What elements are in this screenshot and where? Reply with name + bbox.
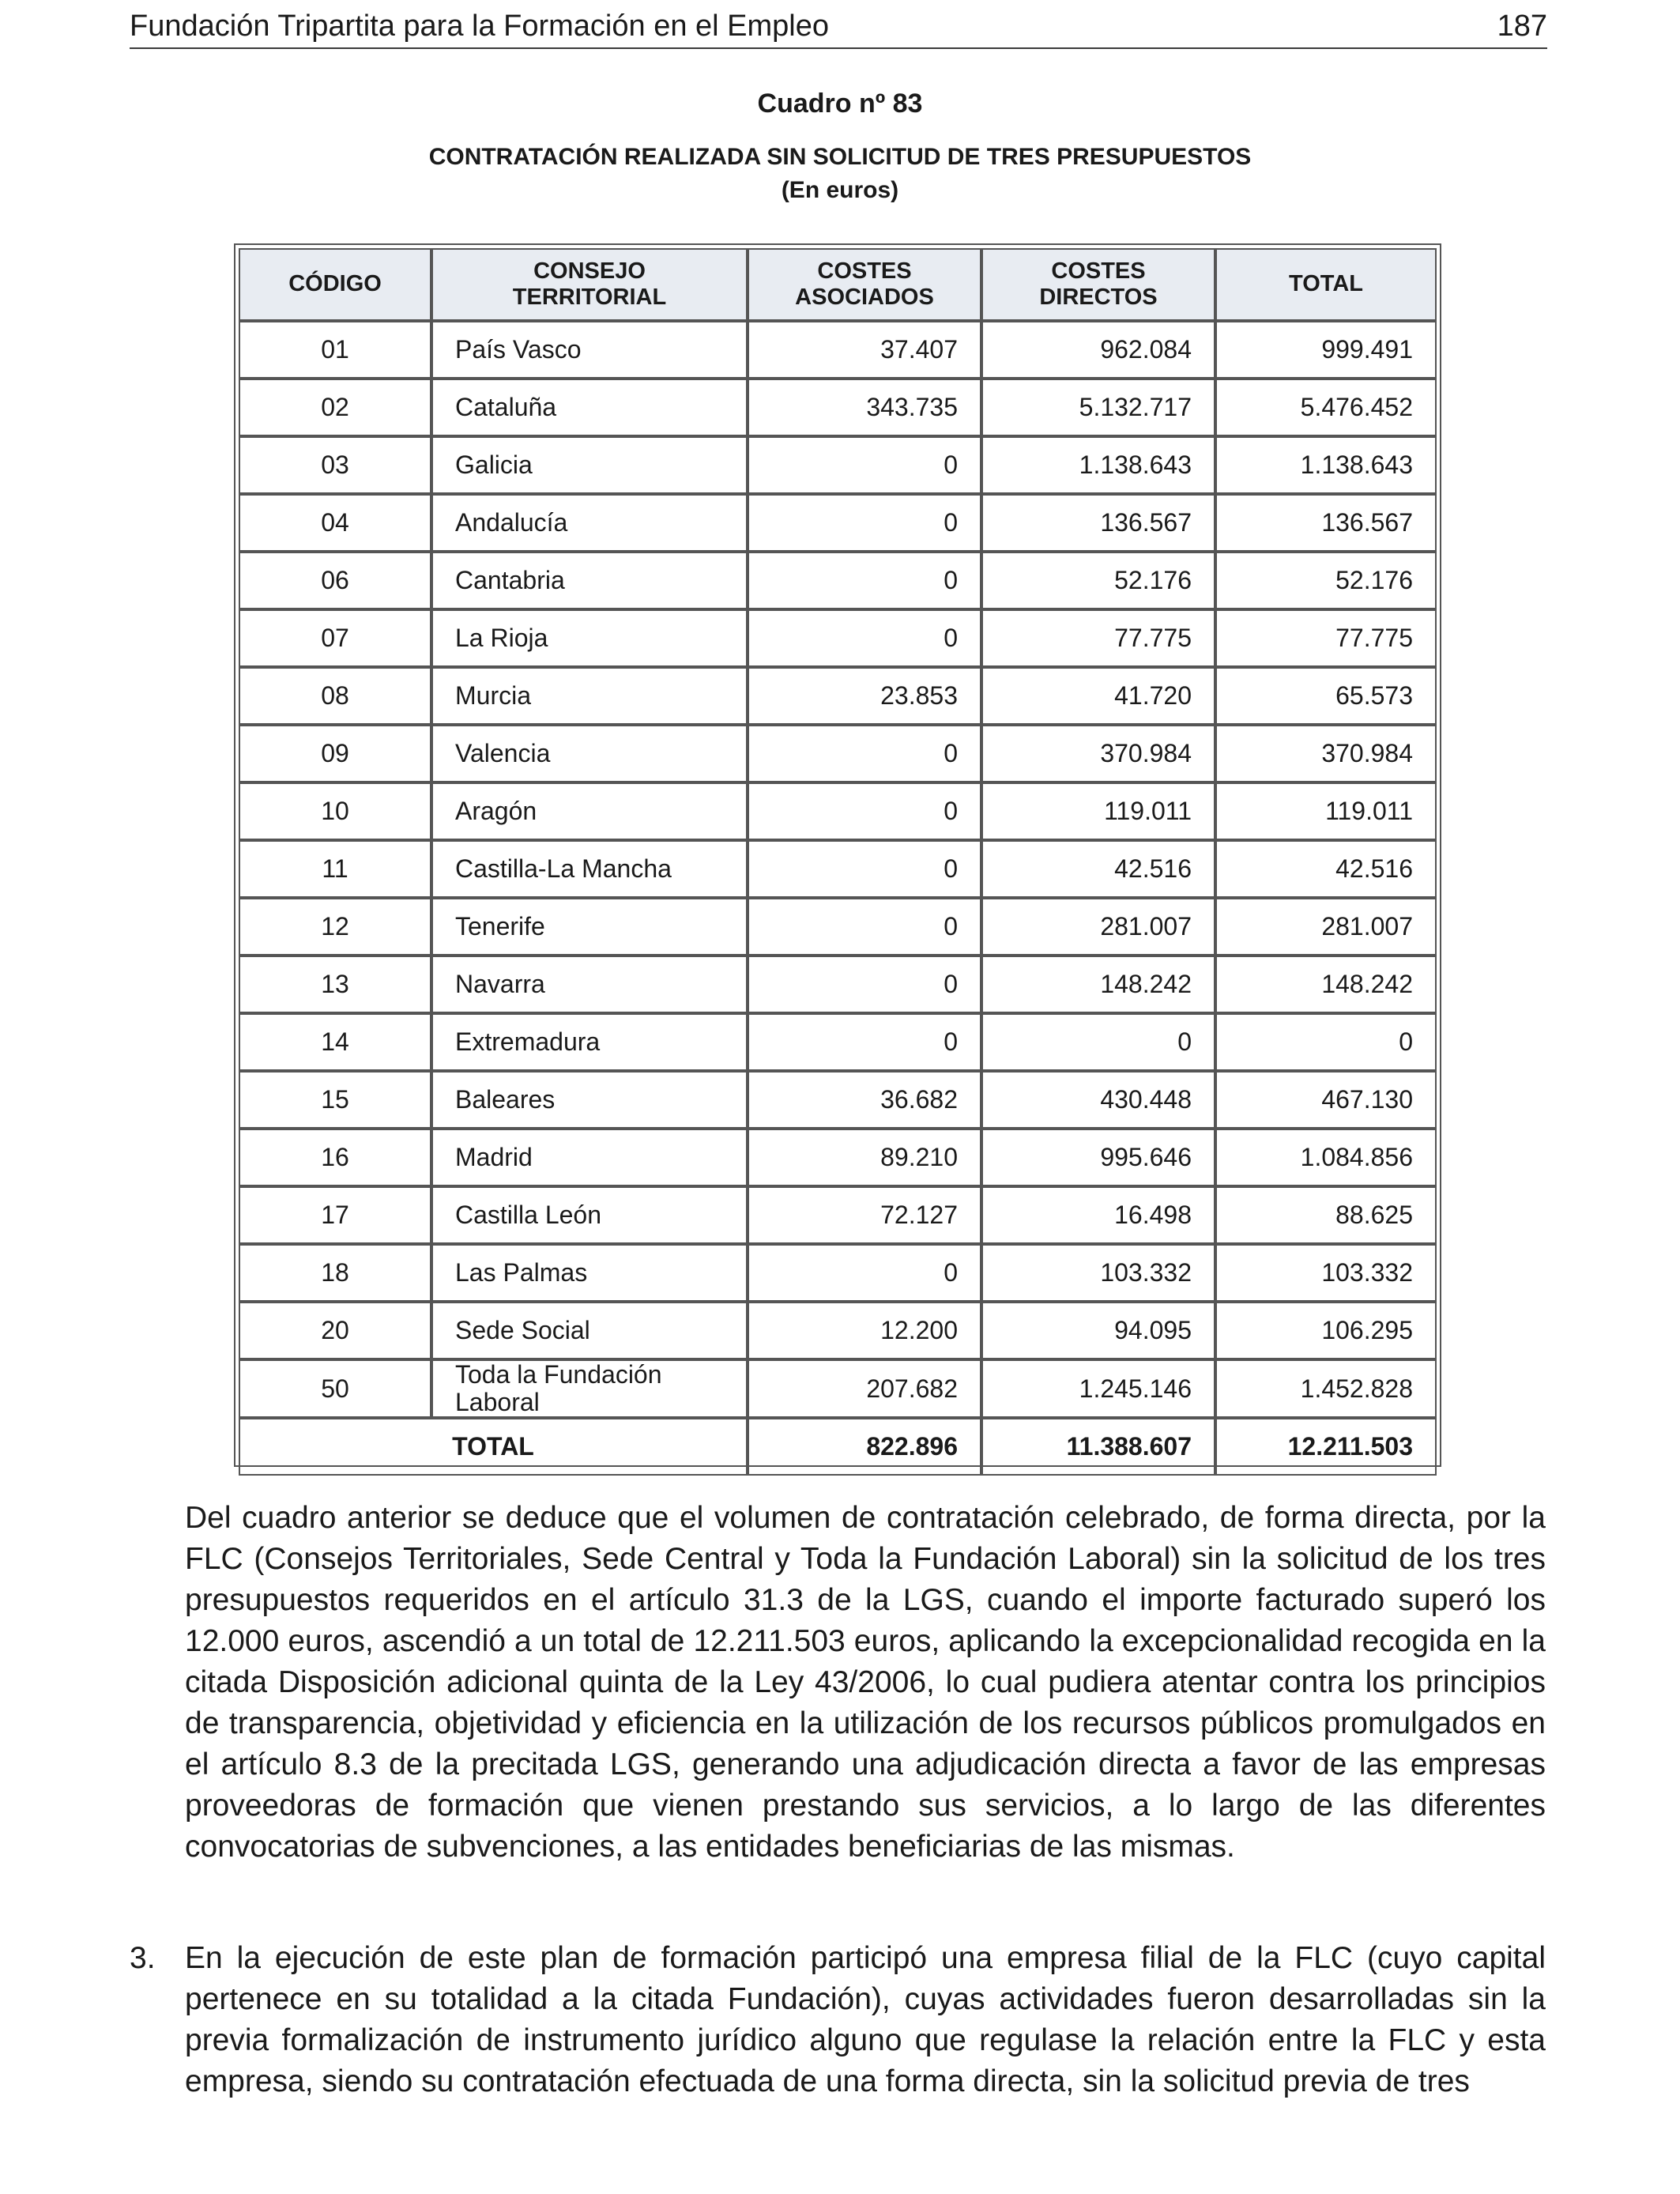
cell-council-name: Valencia: [431, 725, 748, 782]
total-assoc-costs: 822.896: [748, 1418, 981, 1476]
cell-direct-costs: 52.176: [981, 552, 1215, 609]
cell-total: 1.084.856: [1215, 1129, 1437, 1186]
cell-code: 08: [239, 667, 431, 725]
cell-code: 12: [239, 898, 431, 956]
cell-assoc-costs: 0: [748, 725, 981, 782]
table-caption-title: Cuadro nº 83: [757, 89, 923, 119]
cell-council-name: Baleares: [431, 1071, 748, 1129]
col-header-total: TOTAL: [1215, 248, 1437, 321]
cell-code: 10: [239, 782, 431, 840]
cell-code: 07: [239, 609, 431, 667]
cell-code: 06: [239, 552, 431, 609]
table-row: [239, 1359, 1437, 1418]
cell-total: 77.775: [1215, 609, 1437, 667]
cell-assoc-costs: 37.407: [748, 321, 981, 379]
table-header-row: [239, 248, 1437, 321]
table-row: [239, 1244, 1437, 1302]
cell-direct-costs: 148.242: [981, 956, 1215, 1013]
cell-council-name: Murcia: [431, 667, 748, 725]
cell-code: 04: [239, 494, 431, 552]
table-row: [239, 898, 1437, 956]
table-row: [239, 379, 1437, 436]
body-paragraph-2: En la ejecución de este plan de formación participó una empresa filial de la FLC (cuyo capital pertenece en su totalidad a la citada Fundación), cuyas actividades fueron desarrolladas sin la previa formalización de instrumento jurídico alguno que regulase la relación entre la FLC y esta empresa, siendo su contratación efectuada de una forma directa, sin la solicitud previa de tres: [185, 1941, 1546, 2098]
cell-direct-costs: 42.516: [981, 840, 1215, 898]
cell-code: 50: [239, 1359, 431, 1418]
cell-direct-costs: 103.332: [981, 1244, 1215, 1302]
cell-council-name: Madrid: [431, 1129, 748, 1186]
cell-assoc-costs: 23.853: [748, 667, 981, 725]
cell-code: 13: [239, 956, 431, 1013]
table-row: [239, 782, 1437, 840]
table-row: [239, 1071, 1437, 1129]
col-header-code: CÓDIGO: [239, 248, 431, 321]
cell-total: 106.295: [1215, 1302, 1437, 1359]
cell-code: 11: [239, 840, 431, 898]
page-number: 187: [1497, 9, 1547, 43]
table-row: [239, 321, 1437, 379]
cell-total: 467.130: [1215, 1071, 1437, 1129]
cell-assoc-costs: 0: [748, 898, 981, 956]
table-row: [239, 494, 1437, 552]
cell-total: 0: [1215, 1013, 1437, 1071]
cell-code: 03: [239, 436, 431, 494]
cell-code: 14: [239, 1013, 431, 1071]
cell-code: 17: [239, 1186, 431, 1244]
cell-direct-costs: 16.498: [981, 1186, 1215, 1244]
cell-assoc-costs: 0: [748, 436, 981, 494]
cell-total: 148.242: [1215, 956, 1437, 1013]
table-row: [239, 552, 1437, 609]
cell-direct-costs: 370.984: [981, 725, 1215, 782]
cell-assoc-costs: 0: [748, 494, 981, 552]
cell-council-name: Cataluña: [431, 379, 748, 436]
cell-direct-costs: 1.245.146: [981, 1359, 1215, 1418]
cell-direct-costs: 995.646: [981, 1129, 1215, 1186]
cell-assoc-costs: 0: [748, 1244, 981, 1302]
cell-total: 65.573: [1215, 667, 1437, 725]
table-row: [239, 1186, 1437, 1244]
cell-council-name: Sede Social: [431, 1302, 748, 1359]
cell-total: 136.567: [1215, 494, 1437, 552]
cell-council-name: Toda la Fundación Laboral: [431, 1359, 748, 1418]
cell-code: 09: [239, 725, 431, 782]
cell-direct-costs: 430.448: [981, 1071, 1215, 1129]
table-row: [239, 1129, 1437, 1186]
cell-code: 02: [239, 379, 431, 436]
cell-total: 5.476.452: [1215, 379, 1437, 436]
cell-direct-costs: 0: [981, 1013, 1215, 1071]
data-table: [239, 248, 1437, 1476]
cell-total: 281.007: [1215, 898, 1437, 956]
cell-total: 1.138.643: [1215, 436, 1437, 494]
cell-council-name: Aragón: [431, 782, 748, 840]
cell-assoc-costs: 72.127: [748, 1186, 981, 1244]
cell-total: 88.625: [1215, 1186, 1437, 1244]
cell-council-name: La Rioja: [431, 609, 748, 667]
cell-direct-costs: 119.011: [981, 782, 1215, 840]
cell-total: 42.516: [1215, 840, 1437, 898]
table-row: [239, 725, 1437, 782]
table-row: [239, 436, 1437, 494]
cell-council-name: Cantabria: [431, 552, 748, 609]
cell-total: 1.452.828: [1215, 1359, 1437, 1418]
cell-assoc-costs: 0: [748, 552, 981, 609]
col-header-direct-costs: COSTES DIRECTOS: [981, 248, 1215, 321]
table-caption-subtitle: CONTRATACIÓN REALIZADA SIN SOLICITUD DE TRES PRESUPUESTOS: [428, 144, 1252, 170]
cell-council-name: Tenerife: [431, 898, 748, 956]
cell-code: 16: [239, 1129, 431, 1186]
cell-assoc-costs: 0: [748, 609, 981, 667]
total-direct-costs: 11.388.607: [981, 1418, 1215, 1476]
cell-council-name: Castilla León: [431, 1186, 748, 1244]
cell-council-name: Extremadura: [431, 1013, 748, 1071]
cell-direct-costs: 5.132.717: [981, 379, 1215, 436]
cell-assoc-costs: 0: [748, 840, 981, 898]
col-header-assoc-costs: COSTES ASOCIADOS: [748, 248, 981, 321]
cell-direct-costs: 962.084: [981, 321, 1215, 379]
table-row: [239, 840, 1437, 898]
table-total-row: [239, 1418, 1437, 1476]
cell-direct-costs: 136.567: [981, 494, 1215, 552]
cell-total: 370.984: [1215, 725, 1437, 782]
table-row: [239, 1013, 1437, 1071]
table-row: [239, 1302, 1437, 1359]
cell-assoc-costs: 89.210: [748, 1129, 981, 1186]
body-paragraph-1: Del cuadro anterior se deduce que el volumen de contratación celebrado, de forma directa, por la FLC (Consejos Territoriales, Sede Central y Toda la Fundación Laboral) sin la solicitud de los tres presupuestos requeridos en el artículo 31.3 de la LGS, cuando el importe facturado superó los 12.000 euros, ascendió a un total de 12.211.503 euros, aplicando la excepcionalidad recogida en la citada Disposición adicional quinta de la Ley 43/2006, lo cual pudiera atentar contra los principios de transparencia, objetividad y eficiencia en la utilización de los recursos públicos promulgados en el artículo 8.3 de la precitada LGS, generando una adjudicación directa a favor de las empresas proveedoras de formación que vienen prestando sus servicios, a lo largo de las diferentes convocatorias de subvenciones, a las entidades beneficiarias de las mismas.: [185, 1501, 1546, 1864]
table-row: [239, 609, 1437, 667]
table-caption-unit: (En euros): [781, 177, 899, 203]
cell-assoc-costs: 207.682: [748, 1359, 981, 1418]
cell-direct-costs: 281.007: [981, 898, 1215, 956]
cell-total: 52.176: [1215, 552, 1437, 609]
cell-council-name: Andalucía: [431, 494, 748, 552]
cell-assoc-costs: 36.682: [748, 1071, 981, 1129]
data-table-frame: [234, 243, 1441, 1467]
cell-council-name: Navarra: [431, 956, 748, 1013]
cell-total: 119.011: [1215, 782, 1437, 840]
total-label: TOTAL: [239, 1418, 748, 1476]
cell-assoc-costs: 12.200: [748, 1302, 981, 1359]
cell-direct-costs: 94.095: [981, 1302, 1215, 1359]
cell-direct-costs: 41.720: [981, 667, 1215, 725]
cell-direct-costs: 1.138.643: [981, 436, 1215, 494]
table-row: [239, 956, 1437, 1013]
col-header-council: CONSEJO TERRITORIAL: [431, 248, 748, 321]
cell-code: 20: [239, 1302, 431, 1359]
list-item-number: 3.: [130, 1941, 156, 1975]
cell-assoc-costs: 0: [748, 956, 981, 1013]
cell-code: 18: [239, 1244, 431, 1302]
cell-code: 15: [239, 1071, 431, 1129]
cell-council-name: Las Palmas: [431, 1244, 748, 1302]
cell-direct-costs: 77.775: [981, 609, 1215, 667]
cell-total: 103.332: [1215, 1244, 1437, 1302]
total-grand: 12.211.503: [1215, 1418, 1437, 1476]
page-header: [130, 8, 1547, 49]
header-title: Fundación Tripartita para la Formación en el Empleo: [130, 9, 830, 43]
cell-assoc-costs: 0: [748, 1013, 981, 1071]
table-row: [239, 667, 1437, 725]
cell-council-name: Castilla-La Mancha: [431, 840, 748, 898]
cell-council-name: Galicia: [431, 436, 748, 494]
cell-assoc-costs: 343.735: [748, 379, 981, 436]
cell-total: 999.491: [1215, 321, 1437, 379]
cell-code: 01: [239, 321, 431, 379]
cell-assoc-costs: 0: [748, 782, 981, 840]
cell-council-name: País Vasco: [431, 321, 748, 379]
